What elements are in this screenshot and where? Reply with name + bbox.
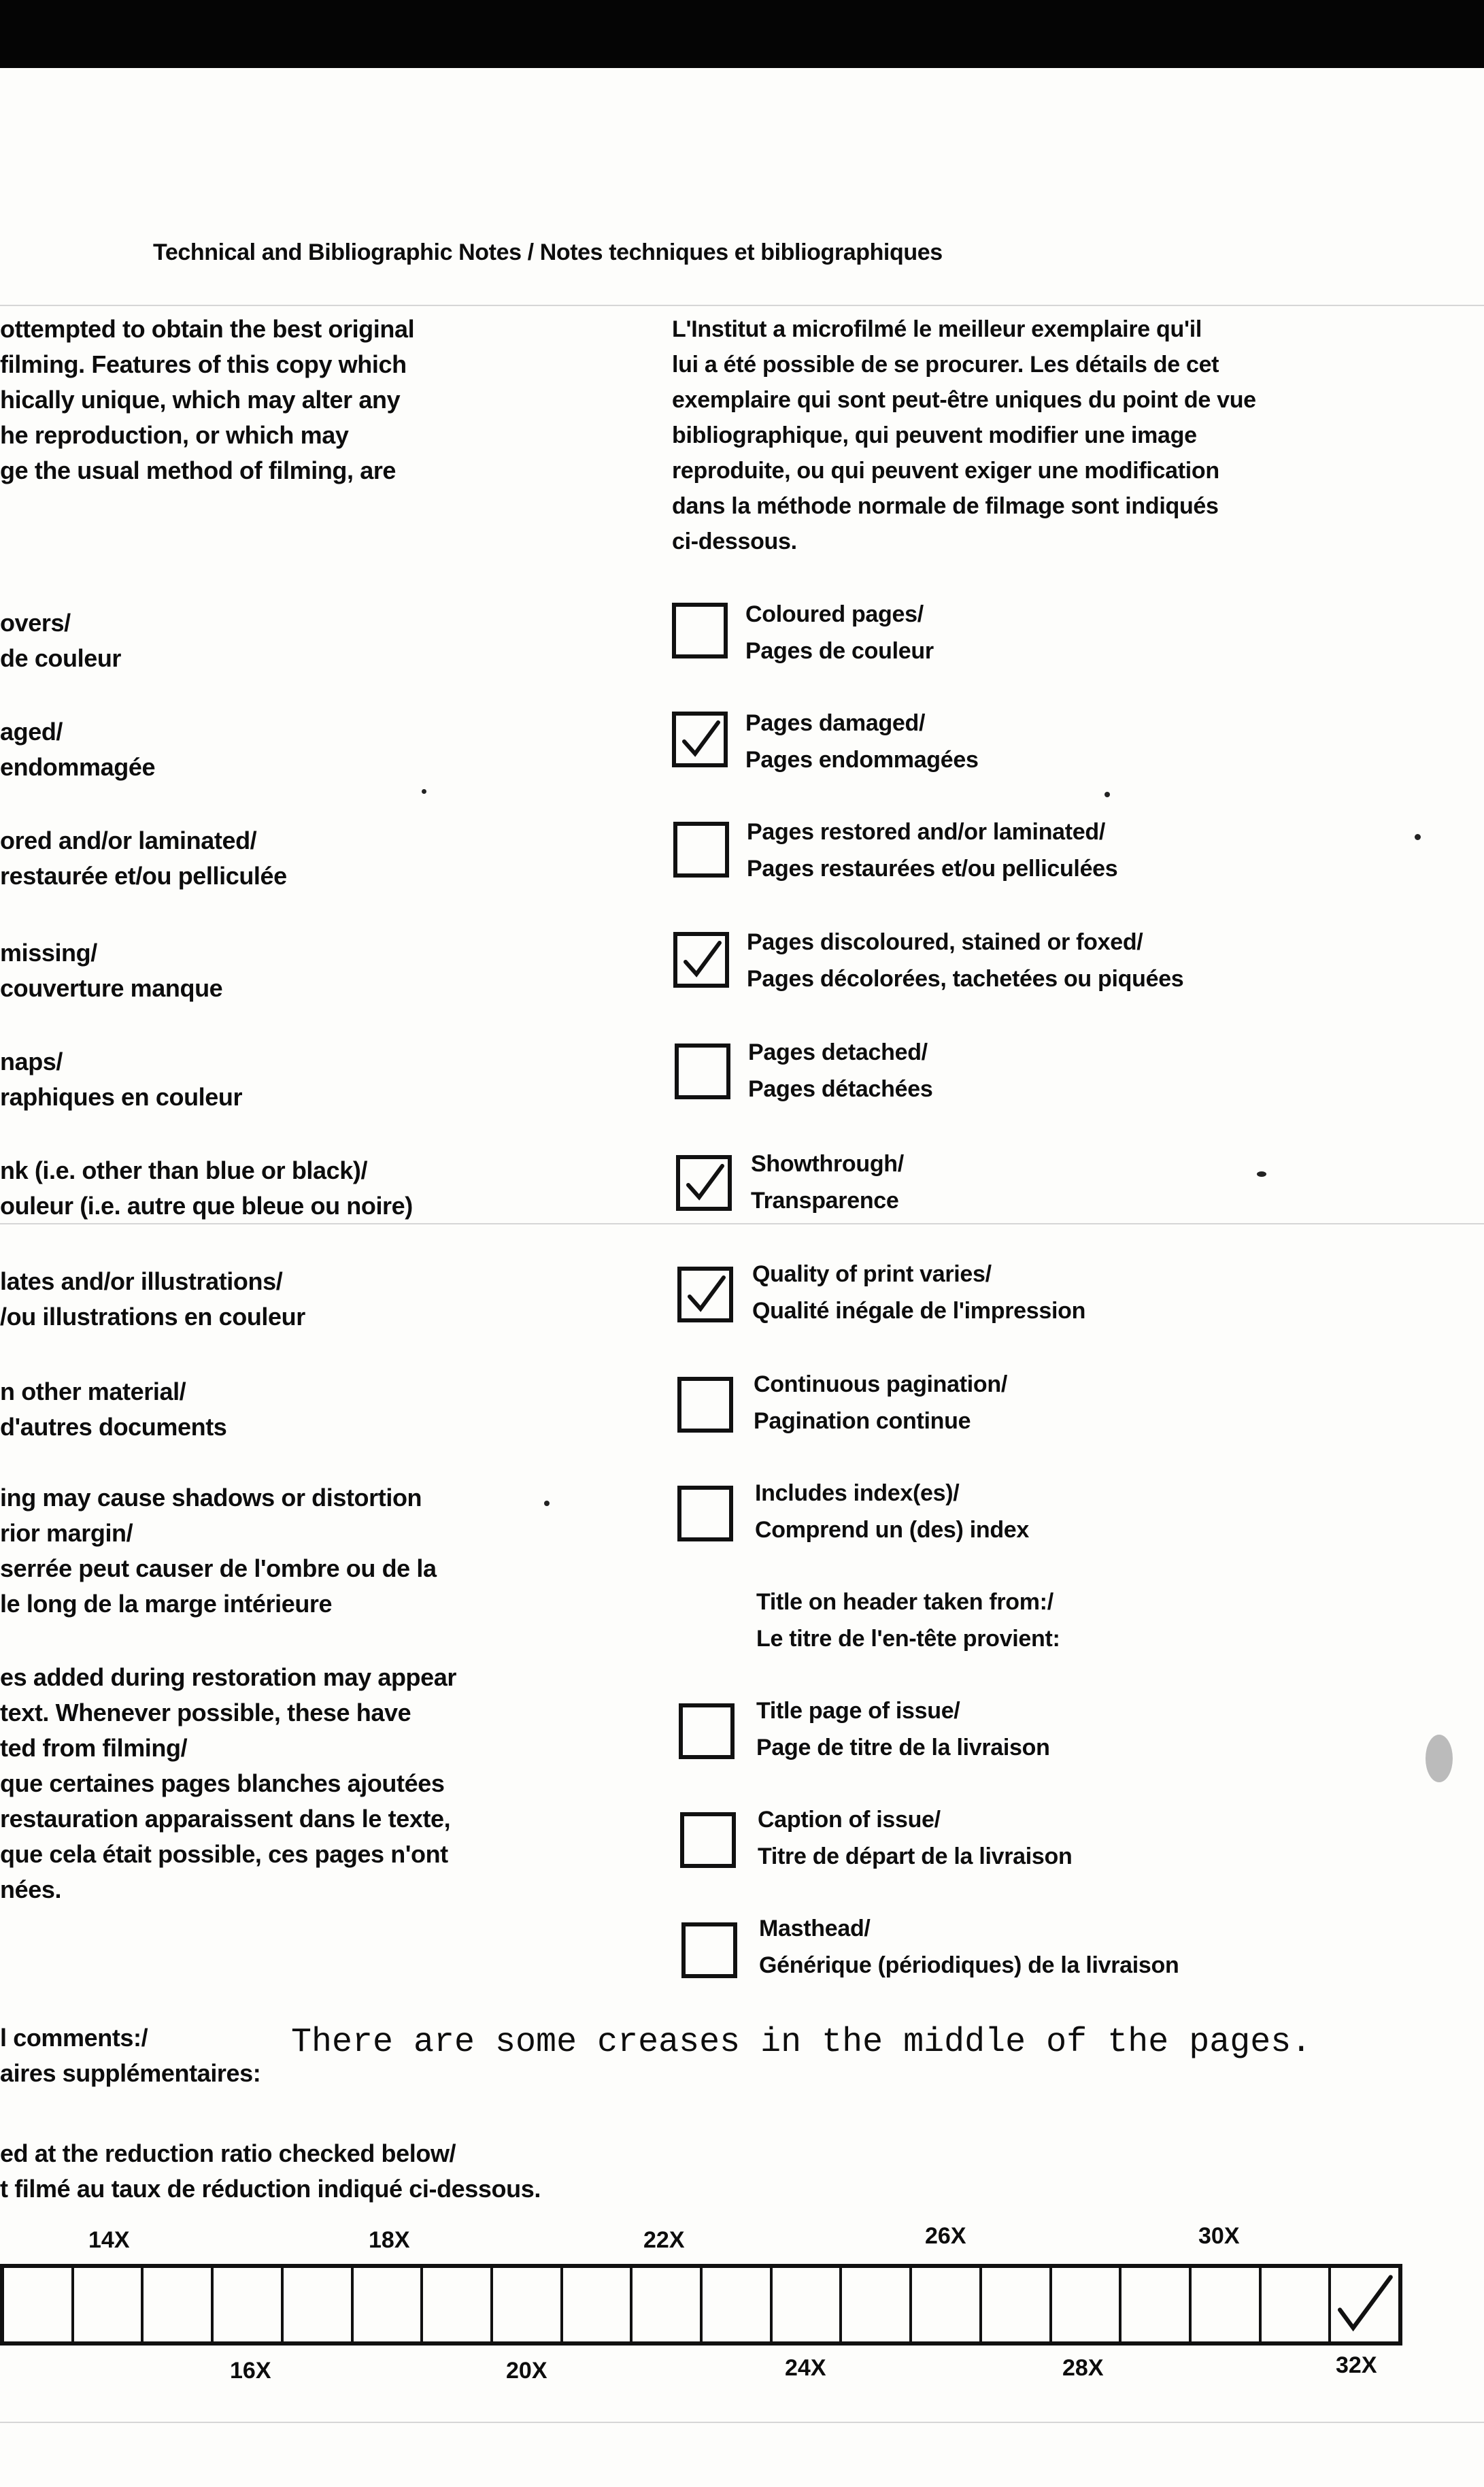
- checkbox-quality-of-print[interactable]: [677, 1267, 733, 1322]
- label-pages-restored: Pages restored and/or laminated/ Pages restaurées et/ou pelliculées: [747, 819, 1118, 882]
- label-continuous-pagination: Continuous pagination/ Pagination continue: [754, 1371, 1008, 1434]
- dust-speck: [1257, 1171, 1266, 1177]
- label-showthrough: Showthrough/ Transparence: [751, 1151, 904, 1214]
- left-item-covers: overs/ de couleur: [0, 609, 122, 672]
- ratio-label-18x: 18X: [369, 2227, 410, 2253]
- scan-line: [0, 2422, 1484, 2423]
- left-item-missing: missing/ couverture manque: [0, 939, 223, 1002]
- checkbox-coloured-pages[interactable]: [672, 603, 728, 658]
- checkbox-showthrough[interactable]: [676, 1155, 732, 1211]
- ratio-cell[interactable]: [1052, 2268, 1122, 2341]
- comments-label: l comments:/ aires supplémentaires:: [0, 2024, 261, 2087]
- ratio-label-20x: 20X: [506, 2358, 547, 2384]
- label-pages-damaged: Pages damaged/ Pages endommagées: [745, 710, 979, 773]
- left-item-restored: ored and/or laminated/ restaurée et/ou pelliculée: [0, 827, 287, 890]
- ratio-cell[interactable]: [354, 2268, 424, 2341]
- ratio-cell[interactable]: [1331, 2268, 1398, 2341]
- label-caption-of-issue: Caption of issue/ Titre de départ de la livraison: [758, 1807, 1073, 1869]
- checkbox-includes-index[interactable]: [677, 1486, 733, 1541]
- checkbox-caption-of-issue[interactable]: [680, 1812, 736, 1868]
- label-includes-index: Includes index(es)/ Comprend un (des) index: [755, 1480, 1030, 1543]
- left-item-ink: nk (i.e. other than blue or black)/ ouleur (i.e. autre que bleue ou noire): [0, 1156, 413, 1220]
- ratio-cell[interactable]: [423, 2268, 493, 2341]
- left-intro: ottempted to obtain the best original filming. Features of this copy which hically unique, which may alter any he reproduction, or which may ge the usual method of filming, are: [0, 315, 415, 484]
- checkbox-continuous-pagination[interactable]: [677, 1377, 733, 1433]
- ratio-cell[interactable]: [563, 2268, 633, 2341]
- checkbox-pages-detached[interactable]: [675, 1044, 730, 1099]
- label-masthead: Masthead/ Générique (périodiques) de la livraison: [759, 1916, 1179, 1978]
- ratio-cell[interactable]: [773, 2268, 843, 2341]
- ratio-cell[interactable]: [1262, 2268, 1332, 2341]
- dust-speck: [422, 789, 426, 794]
- left-blank-leaves-note: es added during restoration may appear text. Whenever possible, these have ted from filming/ que certaines pages blanches ajoutées restauration apparaissent dans le texte, que cela était possible, ces pages n'ont nées.: [0, 1663, 456, 1903]
- ratio-label-26x: 26X: [925, 2223, 966, 2249]
- ratio-cell[interactable]: [214, 2268, 284, 2341]
- label-title-page: Title page of issue/ Page de titre de la livraison: [756, 1698, 1050, 1760]
- left-item-damaged: aged/ endommagée: [0, 718, 156, 781]
- comment-text: There are some creases in the middle of the pages.: [291, 2023, 1312, 2062]
- ratio-label-22x: 22X: [643, 2227, 685, 2253]
- ratio-cell[interactable]: [74, 2268, 144, 2341]
- ratio-cell[interactable]: [703, 2268, 773, 2341]
- ratio-cell[interactable]: [1122, 2268, 1192, 2341]
- checkbox-pages-damaged[interactable]: [672, 712, 728, 767]
- ratio-cell[interactable]: [284, 2268, 354, 2341]
- checkbox-pages-discoloured[interactable]: [673, 932, 729, 988]
- checkbox-title-page[interactable]: [679, 1703, 735, 1759]
- left-item-plates: lates and/or illustrations/ /ou illustrations en couleur: [0, 1267, 305, 1331]
- check-mark-icon: [684, 1162, 725, 1203]
- ratio-label-16x: 16X: [230, 2358, 271, 2384]
- header-title-source: Title on header taken from:/ Le titre de l'en-tête provient:: [756, 1589, 1060, 1652]
- reduction-note: ed at the reduction ratio checked below/ t filmé au taux de réduction indiqué ci-dessous.: [0, 2139, 541, 2203]
- ratio-label-24x: 24X: [785, 2355, 826, 2381]
- check-mark-icon: [681, 939, 722, 980]
- film-border: [0, 0, 1484, 68]
- ratio-cell[interactable]: [1192, 2268, 1262, 2341]
- ratio-label-32x: 32X: [1336, 2352, 1377, 2378]
- dust-smudge: [1426, 1735, 1453, 1782]
- ratio-cell[interactable]: [982, 2268, 1052, 2341]
- dust-speck: [544, 1501, 550, 1506]
- label-pages-detached: Pages detached/ Pages détachées: [748, 1039, 933, 1102]
- scan-line: [0, 305, 1484, 306]
- ratio-label-30x: 30X: [1198, 2223, 1240, 2249]
- ratio-cell[interactable]: [493, 2268, 563, 2341]
- reduction-ratio-strip: [0, 2264, 1402, 2346]
- checkbox-pages-restored[interactable]: [673, 822, 729, 878]
- left-item-maps: naps/ raphiques en couleur: [0, 1048, 243, 1111]
- right-intro: L'Institut a microfilmé le meilleur exemplaire qu'il lui a été possible de se procurer. Les détails de cet exemplaire qui sont peut-être uniques du point de vue bibliographique, qui peuvent modifier une image reproduite, ou qui peuvent exiger une modification dans la méthode normale de filmage sont indiqués ci-dessous.: [672, 316, 1256, 554]
- ratio-cell[interactable]: [912, 2268, 982, 2341]
- left-item-other-material: n other material/ d'autres documents: [0, 1378, 227, 1441]
- check-mark-icon: [686, 1273, 726, 1314]
- dust-speck: [1415, 834, 1421, 840]
- dust-speck: [1104, 792, 1110, 797]
- label-pages-discoloured: Pages discoloured, stained or foxed/ Pages décolorées, tachetées ou piquées: [747, 929, 1184, 992]
- ratio-cell[interactable]: [144, 2268, 214, 2341]
- check-mark-icon: [680, 718, 721, 759]
- check-mark-icon: [1335, 2271, 1396, 2337]
- label-coloured-pages: Coloured pages/ Pages de couleur: [745, 601, 934, 664]
- ratio-cell[interactable]: [633, 2268, 703, 2341]
- page-title: Technical and Bibliographic Notes / Notes techniques et bibliographiques: [153, 239, 943, 265]
- ratio-label-28x: 28X: [1062, 2355, 1104, 2381]
- ratio-label-14x: 14X: [88, 2227, 130, 2253]
- ratio-cell[interactable]: [4, 2268, 74, 2341]
- left-binding-note: ing may cause shadows or distortion rior margin/ serrée peut causer de l'ombre ou de la le long de la marge intérieure: [0, 1484, 437, 1618]
- checkbox-masthead[interactable]: [681, 1922, 737, 1978]
- ratio-cell[interactable]: [842, 2268, 912, 2341]
- label-quality-of-print: Quality of print varies/ Qualité inégale de l'impression: [752, 1261, 1086, 1324]
